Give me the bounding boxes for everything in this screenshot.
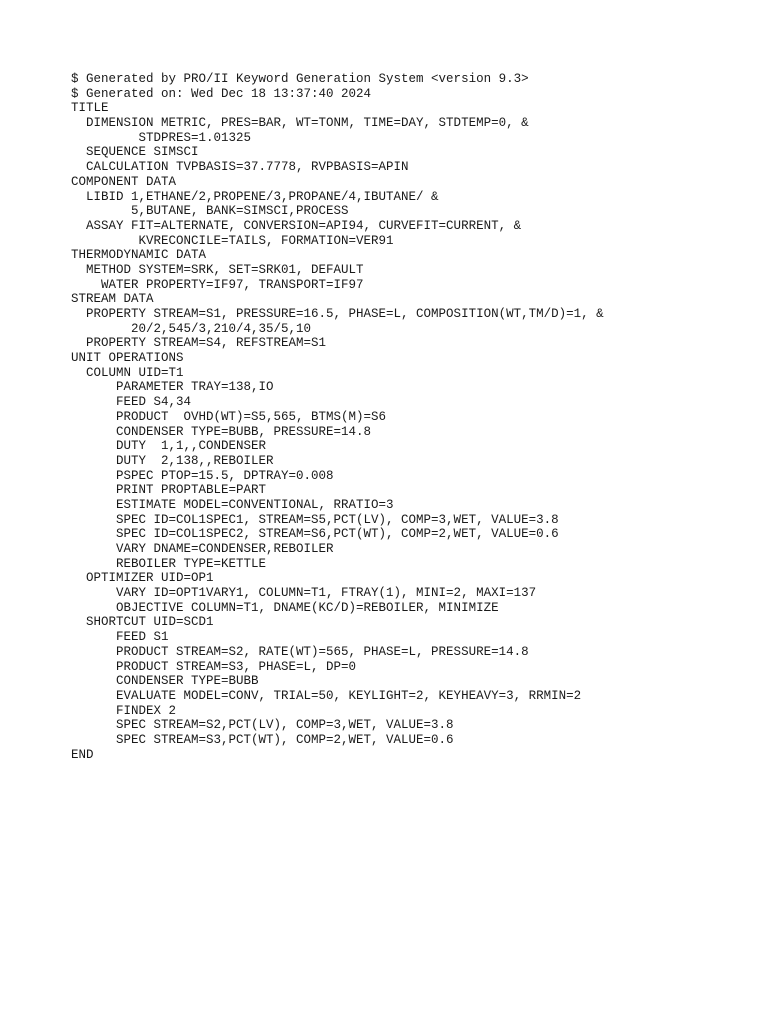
code-line: STDPRES=1.01325 <box>71 130 252 145</box>
code-line: CONDENSER TYPE=BUBB <box>71 674 259 689</box>
code-line: THERMODYNAMIC DATA <box>71 248 207 263</box>
code-line: END <box>71 747 94 762</box>
code-line: SEQUENCE SIMSCI <box>71 145 199 160</box>
code-line: VARY DNAME=CONDENSER,REBOILER <box>71 542 334 556</box>
code-line: COLUMN UID=T1 <box>71 365 184 380</box>
code-line: SPEC ID=COL1SPEC1, STREAM=S5,PCT(LV), COMP=3,WET, VALUE=3.8 <box>71 512 559 527</box>
code-line: CONDENSER TYPE=BUBB, PRESSURE=14.8 <box>71 424 372 439</box>
code-line: KVRECONCILE=TAILS, FORMATION=VER91 <box>71 233 394 248</box>
code-line: VARY ID=OPT1VARY1, COLUMN=T1, FTRAY(1), MINI=2, MAXI=137 <box>71 586 537 601</box>
code-line: SPEC STREAM=S3,PCT(WT), COMP=2,WET, VALUE=0.6 <box>71 732 454 747</box>
code-line: EVALUATE MODEL=CONV, TRIAL=50, KEYLIGHT=2, KEYHEAVY=3, RRMIN=2 <box>71 688 582 703</box>
code-line: $ Generated by PRO/II Keyword Generation System <version 9.3> <box>71 72 529 86</box>
code-line: STREAM DATA <box>71 292 154 307</box>
code-line: $ Generated on: Wed Dec 18 13:37:40 2024 <box>71 86 372 101</box>
code-line: OPTIMIZER UID=OP1 <box>71 571 214 586</box>
code-line: ASSAY FIT=ALTERNATE, CONVERSION=API94, CURVEFIT=CURRENT, & <box>71 218 522 233</box>
code-line: ESTIMATE MODEL=CONVENTIONAL, RRATIO=3 <box>71 497 394 512</box>
code-line: COMPONENT DATA <box>71 174 177 189</box>
code-line: PRODUCT STREAM=S2, RATE(WT)=565, PHASE=L, PRESSURE=14.8 <box>71 644 529 659</box>
code-line: DIMENSION METRIC, PRES=BAR, WT=TONM, TIME=DAY, STDTEMP=0, & <box>71 116 529 131</box>
code-line: FEED S4,34 <box>71 395 192 410</box>
code-line: SPEC STREAM=S2,PCT(LV), COMP=3,WET, VALUE=3.8 <box>71 718 454 733</box>
code-line: 20/2,545/3,210/4,35/5,10 <box>71 321 312 336</box>
code-line: WATER PROPERTY=IF97, TRANSPORT=IF97 <box>71 277 364 292</box>
code-line: SPEC ID=COL1SPEC2, STREAM=S6,PCT(WT), COMP=2,WET, VALUE=0.6 <box>71 527 559 542</box>
keyword-file-listing <box>71 72 604 762</box>
code-line: OBJECTIVE COLUMN=T1, DNAME(KC/D)=REBOILER, MINIMIZE <box>71 600 499 615</box>
code-line: PARAMETER TRAY=138,IO <box>71 380 274 395</box>
code-line: SHORTCUT UID=SCD1 <box>71 615 214 630</box>
code-line: PROPERTY STREAM=S1, PRESSURE=16.5, PHASE=L, COMPOSITION(WT,TM/D)=1, & <box>71 307 604 321</box>
code-line: PRINT PROPTABLE=PART <box>71 483 267 498</box>
code-line: PROPERTY STREAM=S4, REFSTREAM=S1 <box>71 336 327 351</box>
code-line: PRODUCT OVHD(WT)=S5,565, BTMS(M)=S6 <box>71 409 387 424</box>
code-line: PRODUCT STREAM=S3, PHASE=L, DP=0 <box>71 659 357 674</box>
code-line: FEED S1 <box>71 630 169 645</box>
code-line: REBOILER TYPE=KETTLE <box>71 556 267 571</box>
code-line: CALCULATION TVPBASIS=37.7778, RVPBASIS=APIN <box>71 160 409 175</box>
code-line: PSPEC PTOP=15.5, DPTRAY=0.008 <box>71 468 334 483</box>
code-line: TITLE <box>71 101 109 116</box>
code-line: FINDEX 2 <box>71 703 177 718</box>
code-line: DUTY 2,138,,REBOILER <box>71 453 274 468</box>
code-line: METHOD SYSTEM=SRK, SET=SRK01, DEFAULT <box>71 262 364 277</box>
code-line: DUTY 1,1,,CONDENSER <box>71 439 267 454</box>
code-line: UNIT OPERATIONS <box>71 351 184 366</box>
code-line: 5,BUTANE, BANK=SIMSCI,PROCESS <box>71 204 349 219</box>
code-line: LIBID 1,ETHANE/2,PROPENE/3,PROPANE/4,IBUTANE/ & <box>71 189 439 204</box>
